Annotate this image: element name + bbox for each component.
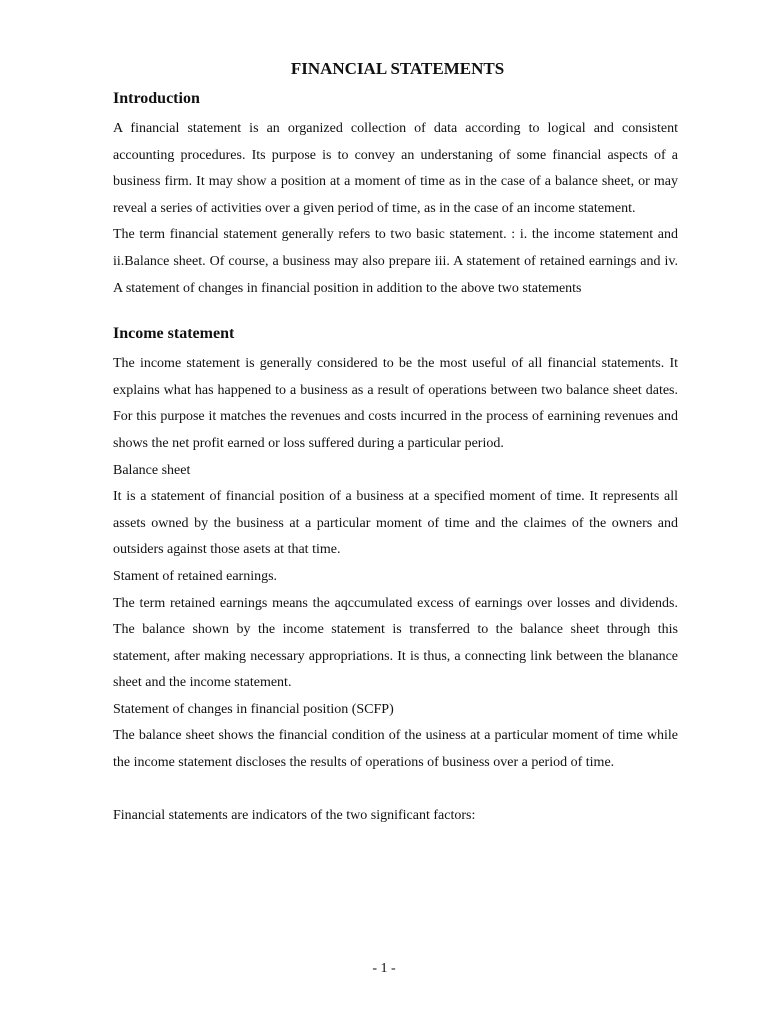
introduction-paragraph-1: A financial statement is an organized collection of data according to logical and consistent accounting procedures. Its purpose is to convey an understaning of some financial aspects of a business firm. It may show a position at a moment of time as in the case of a balance sheet, or may reveal a series of activities over a given period of time, as in the case of an income statement. — [113, 121, 678, 216]
retained-earnings-paragraph: The term retained earnings means the aqccumulated excess of earnings over losses and dividends. The balance shown by the income statement is transferred to the balance sheet through this statement, after making necessary appropriations. It is thus, a connecting link between the blanance sheet and the income statement. — [113, 595, 678, 691]
income-statement-heading: Income statement — [113, 325, 235, 343]
balance-sheet-heading: Balance sheet — [113, 462, 191, 478]
indicators-paragraph: Financial statements are indicators of the two significant factors: — [113, 808, 476, 824]
income-statement-paragraph: The income statement is generally considered to be the most useful of all financial statements. It explains what has happened to a business as a result of operations between two balance sheet dates. For this purpose it matches the revenues and costs incurred in the process of earnining revenues and shows the net profit earned or loss suffered during a particular period. — [113, 356, 678, 451]
scfp-heading: Statement of changes in financial position (SCFP) — [113, 701, 394, 717]
introduction-heading: Introduction — [113, 90, 200, 107]
balance-sheet-paragraph: It is a statement of financial position of a business at a specified moment of time. It represents all assets owned by the business at a particular moment of time and the claimes of the owners and outsiders against those asets at that time. — [113, 489, 678, 558]
page-number: - 1 - — [372, 961, 396, 976]
paragraph-spacer — [113, 777, 678, 804]
retained-earnings-heading: Stament of retained earnings. — [113, 568, 278, 584]
document-title: FINANCIAL STATEMENTS — [290, 59, 505, 78]
introduction-paragraph-2: The term financial statement generally refers to two basic statement. : i. the income statement and ii.Balance sheet. Of course, a business may also prepare iii. A statement of retained earnings and iv. A statement of changes in financial position in addition to the above two statements — [113, 227, 678, 296]
scfp-paragraph: The balance sheet shows the financial condition of the usiness at a particular moment of time while the income statement discloses the results of operations of business over a period of time. — [113, 728, 678, 771]
